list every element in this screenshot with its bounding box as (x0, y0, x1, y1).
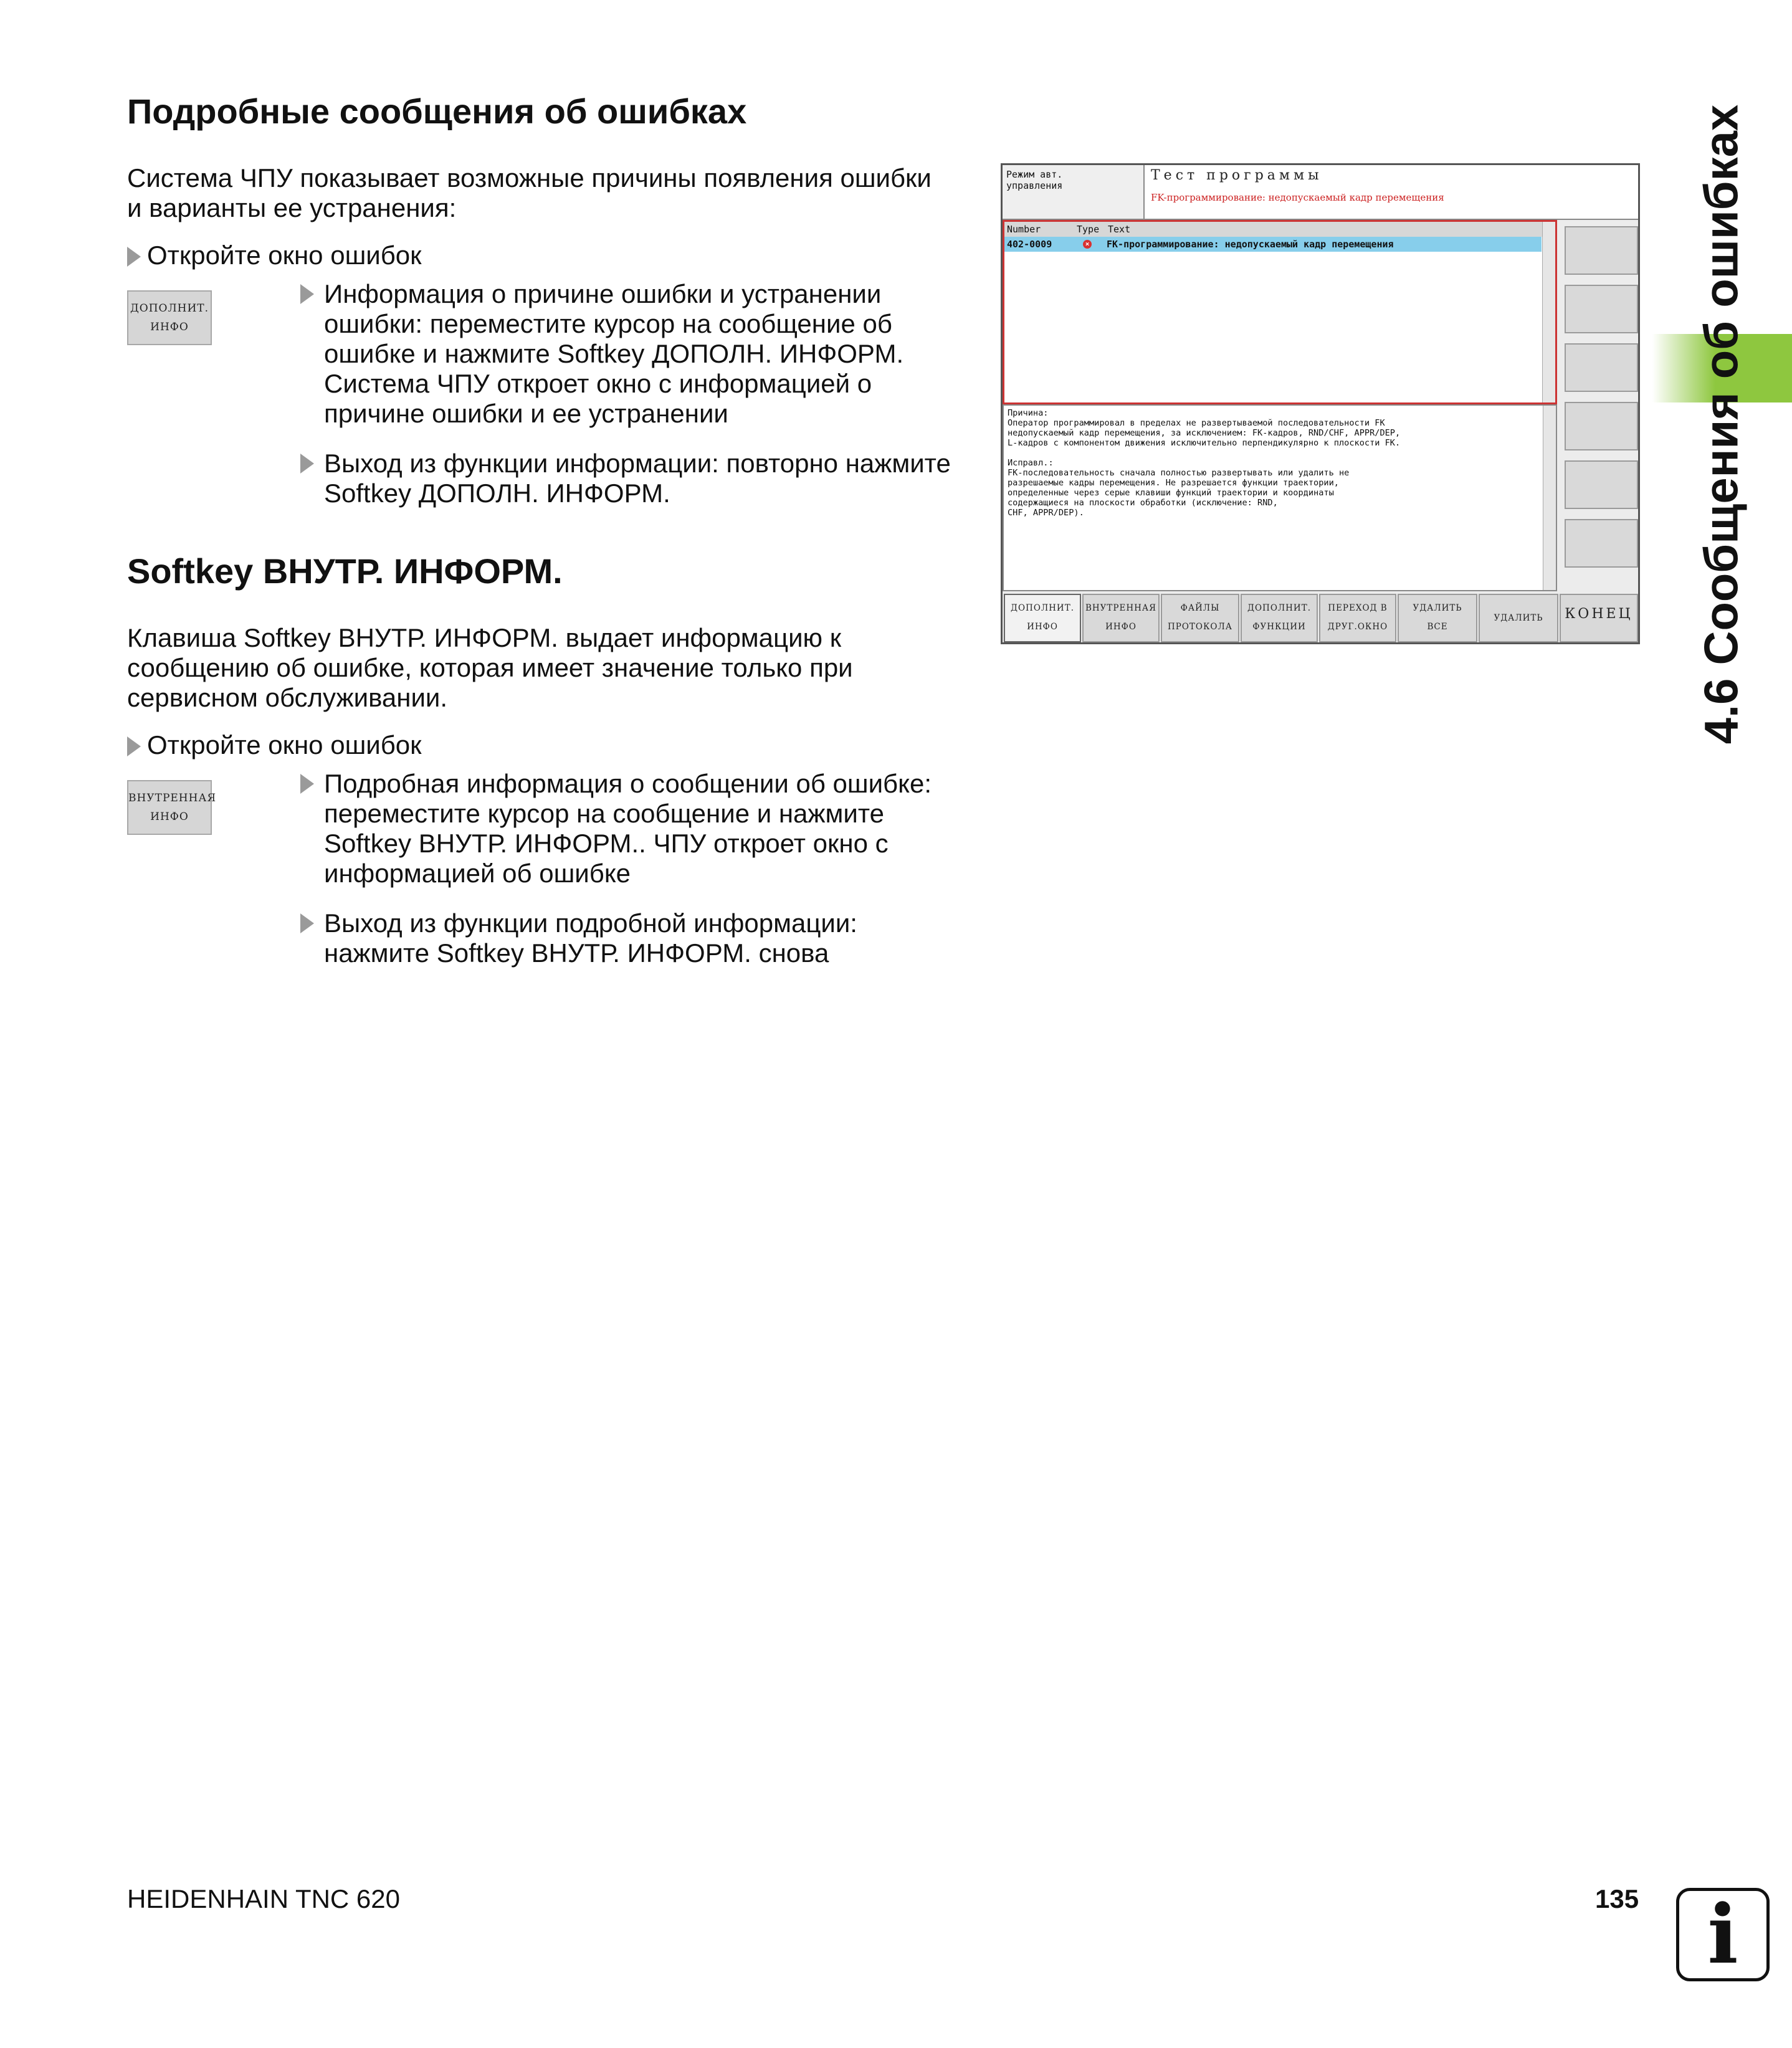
softkey-additional-info-button[interactable]: ДОПОЛНИТ. ИНФО (127, 290, 212, 345)
bullet-open-error-window: Откройте окно ошибок (127, 730, 422, 760)
subbullet-exit-detailed-info: Выход из функции подробной информации: нажмите Softkey ВНУТР. ИНФОРМ. снова (324, 908, 984, 968)
program-mode-title: Тест программы (1151, 168, 1323, 183)
section-2-paragraph (127, 623, 999, 713)
triangle-bullet-icon (300, 284, 314, 304)
softkey-internal-info-button[interactable]: ВНУТРЕННАЯ ИНФО (127, 780, 212, 835)
error-list-row[interactable]: 402-0009 × FK-программирование: недопускаемый кадр перемещения (1004, 237, 1542, 252)
subbullet-info-cause: Информация о причине ошибки и устранении ошибки: переместите курсор на сообщение об ошибке и нажмите Softkey ДОПОЛН. ИНФОРМ. Система ЧПУ откроет окно с информацией о причине ошибки и ее устранении (324, 279, 984, 429)
screen-header (1145, 165, 1638, 220)
section-title-detailed-errors: Подробные сообщения об ошибках (127, 92, 747, 131)
error-detail-panel: Причина: Оператор программировал в пределах не развертываемой последовательности FK недопускаемый кадр перемещения, за исключением: FK-кадров, RND/CHF, APPR/DEP, L-кадров с компонентом движения исключительно перпендикулярно к плоскости FK. Исправл.: FK-последовательность сначала полностью развертывать или удалить не разрешаемые кадры перемещения. Не разрешается функции траектории, определенные через серые клавиши функций траектории и координаты содержащиеся на плоскости обработки (исключение: RND, CHF, APPR/DEP). (1003, 404, 1557, 591)
chapter-side-title: 4.6 Сообщения об ошибках (1695, 104, 1748, 745)
paragraph-line: и варианты ее устранения: (127, 193, 457, 222)
paragraph-line: сервисном обслуживании. (127, 683, 448, 712)
operating-mode: Режим авт. управления (1003, 165, 1145, 220)
triangle-bullet-icon (127, 247, 141, 267)
header-error-message: FK-программирование: недопускаемый кадр перемещения (1151, 192, 1444, 203)
softkey-internal-info[interactable]: ВНУТРЕННАЯ ИНФО (1082, 594, 1160, 642)
softkey-delete-all[interactable]: УДАЛИТЬ ВСЕ (1398, 594, 1477, 642)
vertical-softkey-bar (1561, 220, 1638, 591)
subbullet-exit-info: Выход из функции информации: повторно нажмите Softkey ДОПОЛН. ИНФОРМ. (324, 449, 984, 508)
detail-scrollbar[interactable] (1543, 406, 1556, 590)
error-list (1003, 220, 1557, 404)
softkey-delete[interactable]: УДАЛИТЬ (1479, 594, 1558, 642)
side-softkey[interactable] (1565, 519, 1638, 568)
softkey-end[interactable]: КОНЕЦ (1560, 594, 1638, 642)
paragraph-line: сообщению об ошибке, которая имеет значение только при (127, 653, 853, 682)
tnc-screen (1001, 163, 1640, 644)
paragraph-line: Клавиша Softkey ВНУТР. ИНФОРМ. выдает информацию к (127, 623, 842, 652)
info-icon: i (1676, 1888, 1770, 1981)
subbullet-detailed-info: Подробная информация о сообщении об ошибке: переместите курсор на сообщение и нажмите Softkey ВНУТР. ИНФОРМ.. ЧПУ откроет окно с информацией об ошибке (324, 769, 984, 888)
softkey-additional-info[interactable]: ДОПОЛНИТ. ИНФО (1004, 594, 1081, 642)
side-softkey[interactable] (1565, 402, 1638, 450)
footer-product-name: HEIDENHAIN TNC 620 (127, 1884, 401, 1913)
error-list-scrollbar[interactable] (1542, 222, 1555, 402)
page-number: 135 (1595, 1884, 1639, 1913)
triangle-bullet-icon (127, 736, 141, 756)
triangle-bullet-icon (300, 454, 314, 474)
paragraph-line: Система ЧПУ показывает возможные причины появления ошибки (127, 163, 932, 193)
softkey-row (1003, 591, 1638, 642)
section-1-paragraph (127, 163, 999, 223)
softkey-switch-window[interactable]: ПЕРЕХОД В ДРУГ.ОКНО (1319, 594, 1396, 642)
side-softkey[interactable] (1565, 285, 1638, 333)
side-softkey[interactable] (1565, 460, 1638, 509)
softkey-additional-functions[interactable]: ДОПОЛНИТ. ФУНКЦИИ (1241, 594, 1318, 642)
section-title-internal-info: Softkey ВНУТР. ИНФОРМ. (127, 551, 563, 591)
error-x-icon: × (1083, 240, 1092, 249)
side-softkey[interactable] (1565, 343, 1638, 392)
bullet-open-error-window: Откройте окно ошибок (127, 241, 422, 270)
triangle-bullet-icon (300, 774, 314, 794)
softkey-log-files[interactable]: ФАЙЛЫ ПРОТОКОЛА (1161, 594, 1239, 642)
error-list-header: Number Type Text (1004, 222, 1555, 237)
side-softkey[interactable] (1565, 226, 1638, 275)
triangle-bullet-icon (300, 913, 314, 933)
